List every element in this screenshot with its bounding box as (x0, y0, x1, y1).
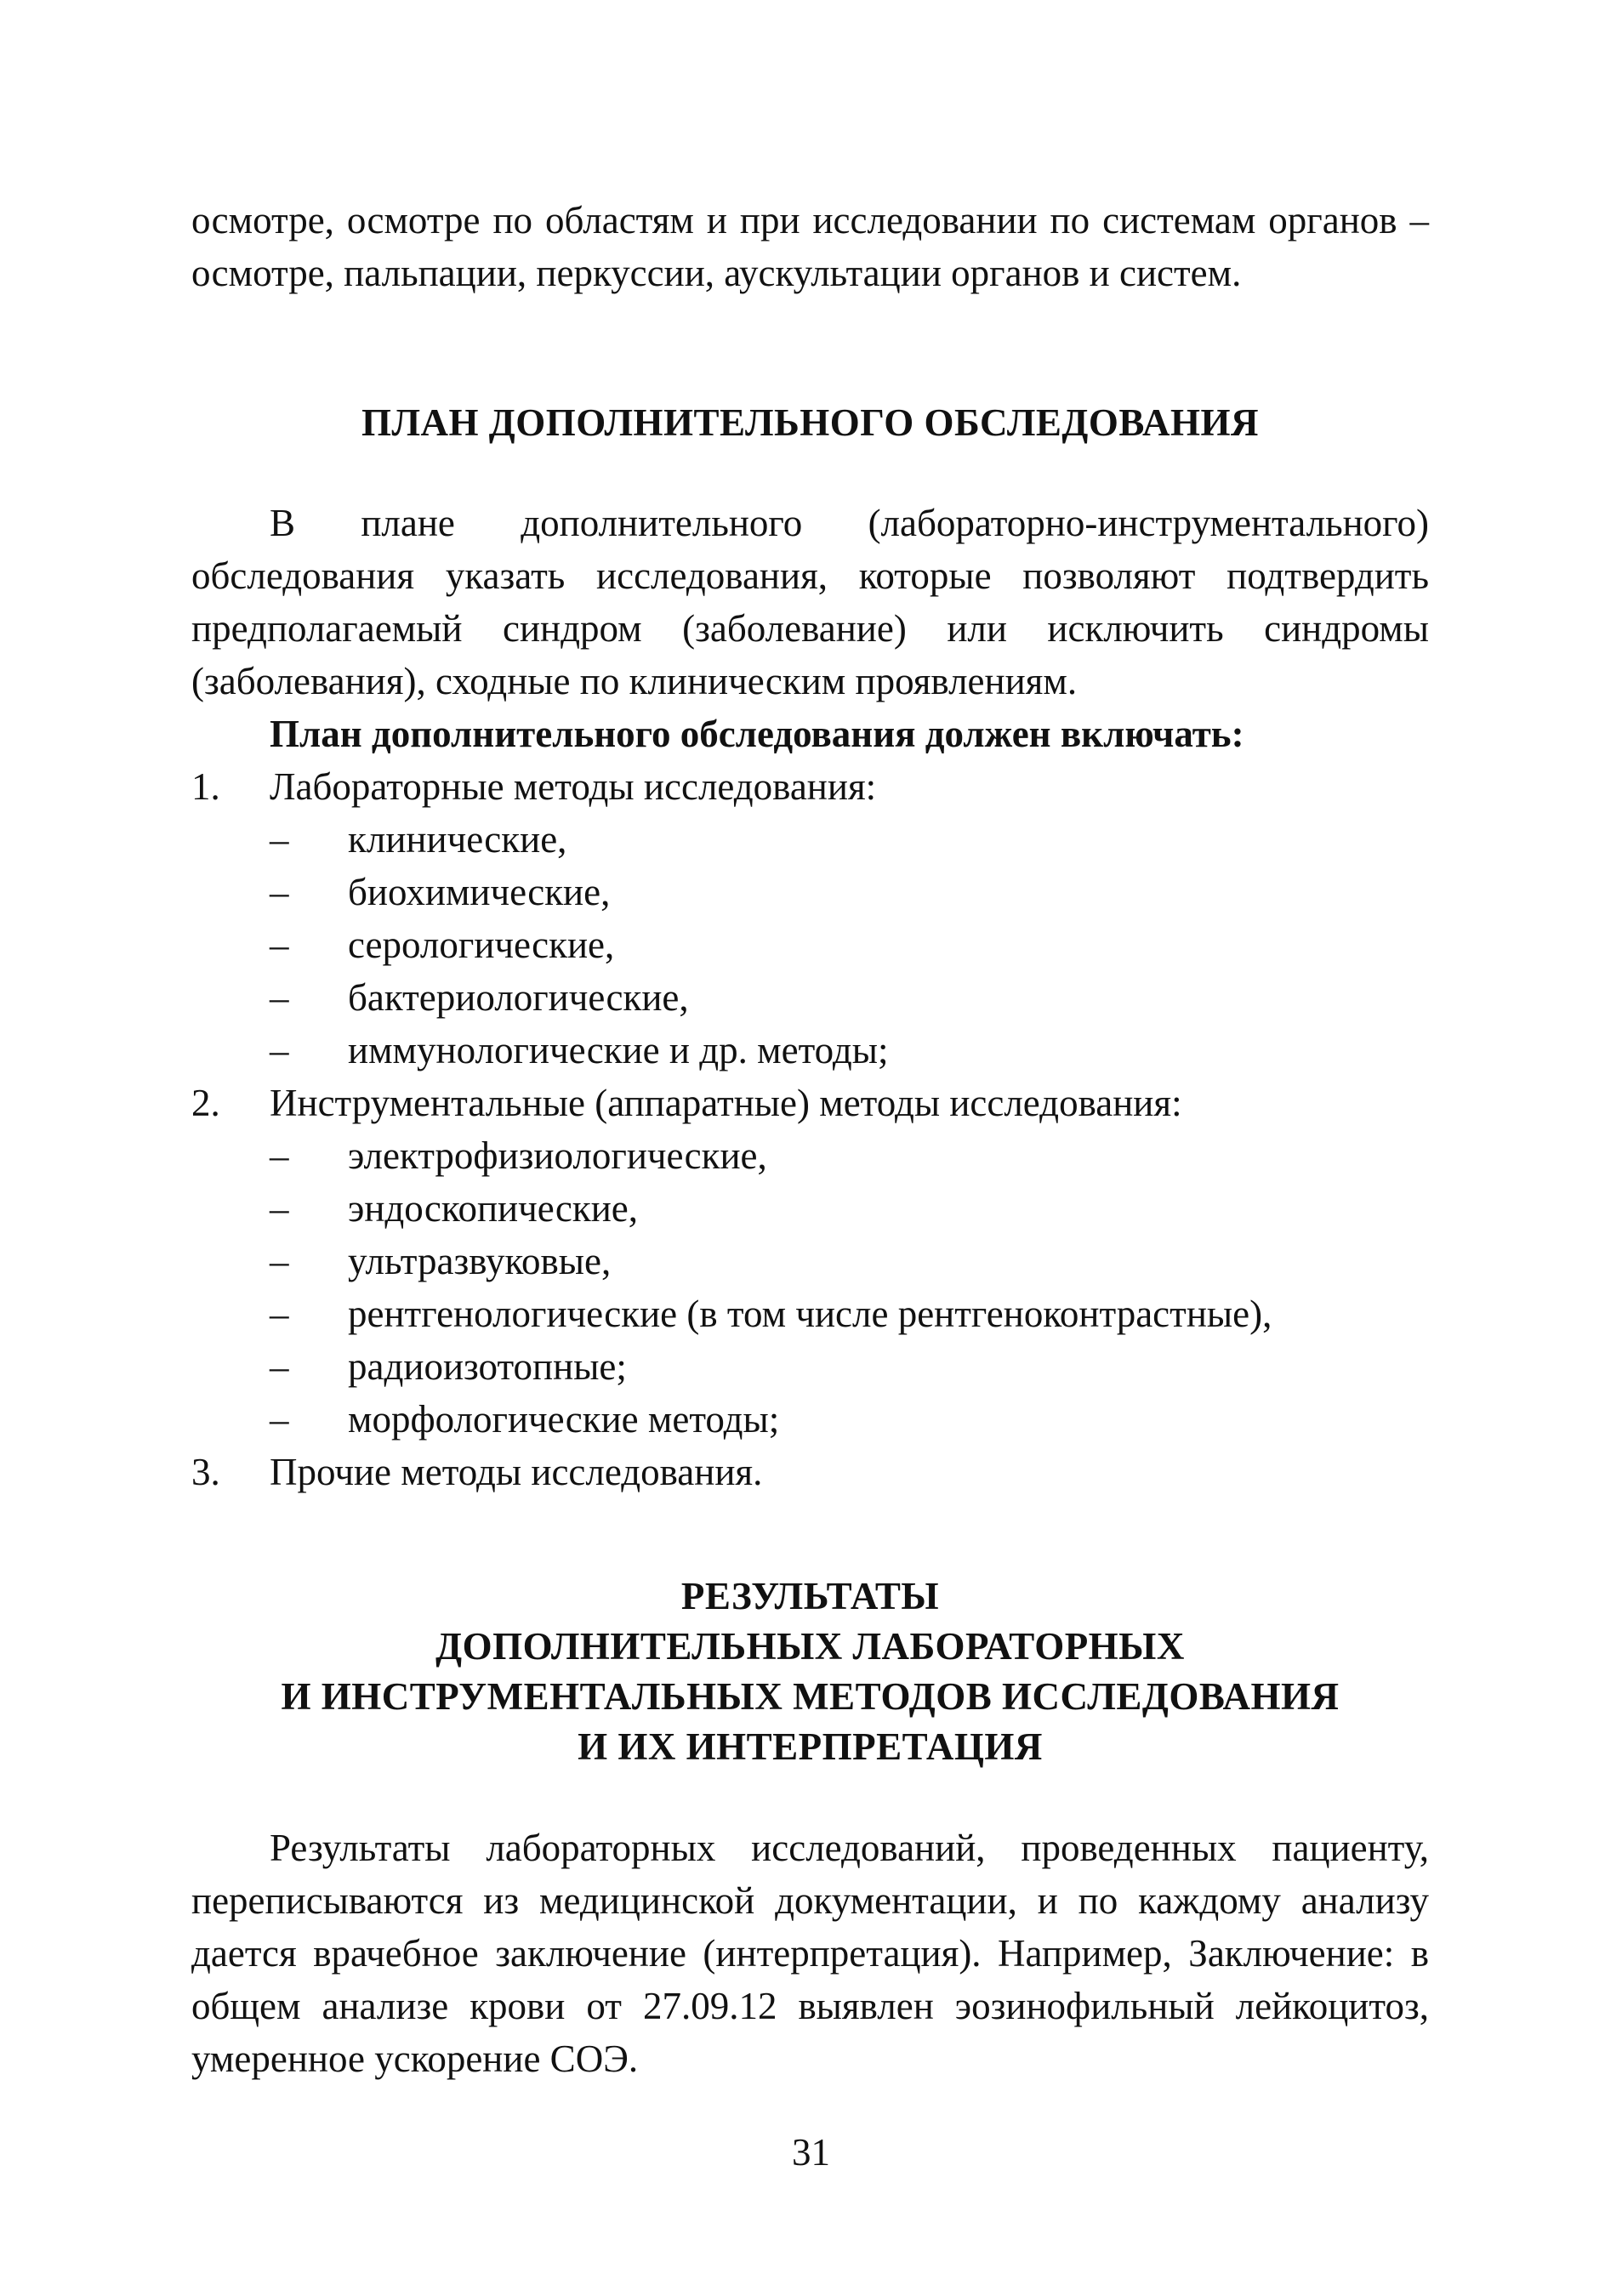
dash: – (270, 1029, 289, 1071)
page-number: 31 (792, 2131, 830, 2174)
dash: – (270, 1398, 289, 1441)
sub-item (270, 971, 689, 1024)
results-paragraph: Результаты лабораторных исследований, проведенных пациенту, переписываются из медицинской документации, и по каждому анализу дается врачебное заключение (интерпретация). Например, Заключение: в общем анализе крови от 27.09.12 выявлен эозинофильный лейкоцитоз, умеренное ускорение СОЭ. (191, 1827, 1429, 2080)
list-number: 1. (191, 765, 220, 808)
sub-item (270, 1129, 767, 1182)
dash: – (270, 871, 289, 913)
dash: – (270, 818, 289, 861)
section-heading-results (191, 1571, 1429, 1772)
dash: – (270, 1134, 289, 1177)
sub-item (270, 813, 566, 866)
list-label: Прочие методы исследования. (270, 1451, 763, 1493)
sub-item (270, 1182, 638, 1235)
list-item-3 (191, 1446, 762, 1498)
heading-line: РЕЗУЛЬТАТЫ (680, 1575, 940, 1617)
sub-item (270, 1024, 888, 1077)
list-item-1 (191, 760, 876, 813)
dash: – (270, 924, 289, 966)
list-label: Лабораторные методы исследования: (270, 765, 877, 808)
sub-item-text: рентгенологические (в том числе рентгеноконтрастные), (348, 1293, 1272, 1335)
list-item-2 (191, 1077, 1182, 1129)
sub-item (270, 1340, 627, 1393)
dash: – (270, 1345, 289, 1388)
sub-item-text: бактериологические, (348, 976, 689, 1019)
dash: – (270, 1293, 289, 1335)
sub-item (270, 866, 610, 918)
dash: – (270, 1240, 289, 1282)
sub-item-text: радиоизотопные; (348, 1345, 627, 1388)
intro-paragraph: осмотре, осмотре по областям и при исследовании по системам органов – осмотре, пальпации, перкуссии, аускультации органов и систем. (191, 199, 1429, 294)
sub-item (270, 1235, 611, 1287)
sub-item-text: ультразвуковые, (348, 1240, 612, 1282)
section-heading-plan: ПЛАН ДОПОЛНИТЕЛЬНОГО ОБСЛЕДОВАНИЯ (361, 401, 1260, 444)
sub-item (270, 1393, 779, 1446)
sub-item (270, 918, 614, 971)
heading-line: ДОПОЛНИТЕЛЬНЫХ ЛАБОРАТОРНЫХ (435, 1625, 1185, 1668)
sub-item-text: морфологические методы; (348, 1398, 780, 1441)
sub-item-text: электрофизиологические, (348, 1134, 767, 1177)
list-number: 3. (191, 1451, 220, 1493)
sub-item-text: биохимические, (348, 871, 611, 913)
dash: – (270, 1187, 289, 1230)
plan-paragraph: В плане дополнительного (лабораторно-инструментального) обследования указать исследования, которые позволяют подтвердить предполагаемый синдром (заболевание) или исключить синдромы (заболевания), сходные по клиническим проявлениям. (191, 502, 1429, 702)
dash: – (270, 976, 289, 1019)
heading-line: И ИХ ИНТЕРПРЕТАЦИЯ (578, 1725, 1043, 1768)
sub-item-text: иммунологические и др. методы; (348, 1029, 889, 1071)
sub-item-text: эндоскопические, (348, 1187, 638, 1230)
sub-item-text: серологические, (348, 924, 615, 966)
list-label: Инструментальные (аппаратные) методы исследования: (270, 1082, 1182, 1124)
plan-bold-line: План дополнительного обследования должен включать: (270, 713, 1244, 755)
list-number: 2. (191, 1082, 220, 1124)
heading-line: И ИНСТРУМЕНТАЛЬНЫХ МЕТОДОВ ИССЛЕДОВАНИЯ (281, 1675, 1340, 1718)
sub-item-text: клинические, (348, 818, 567, 861)
sub-item (270, 1287, 1272, 1340)
